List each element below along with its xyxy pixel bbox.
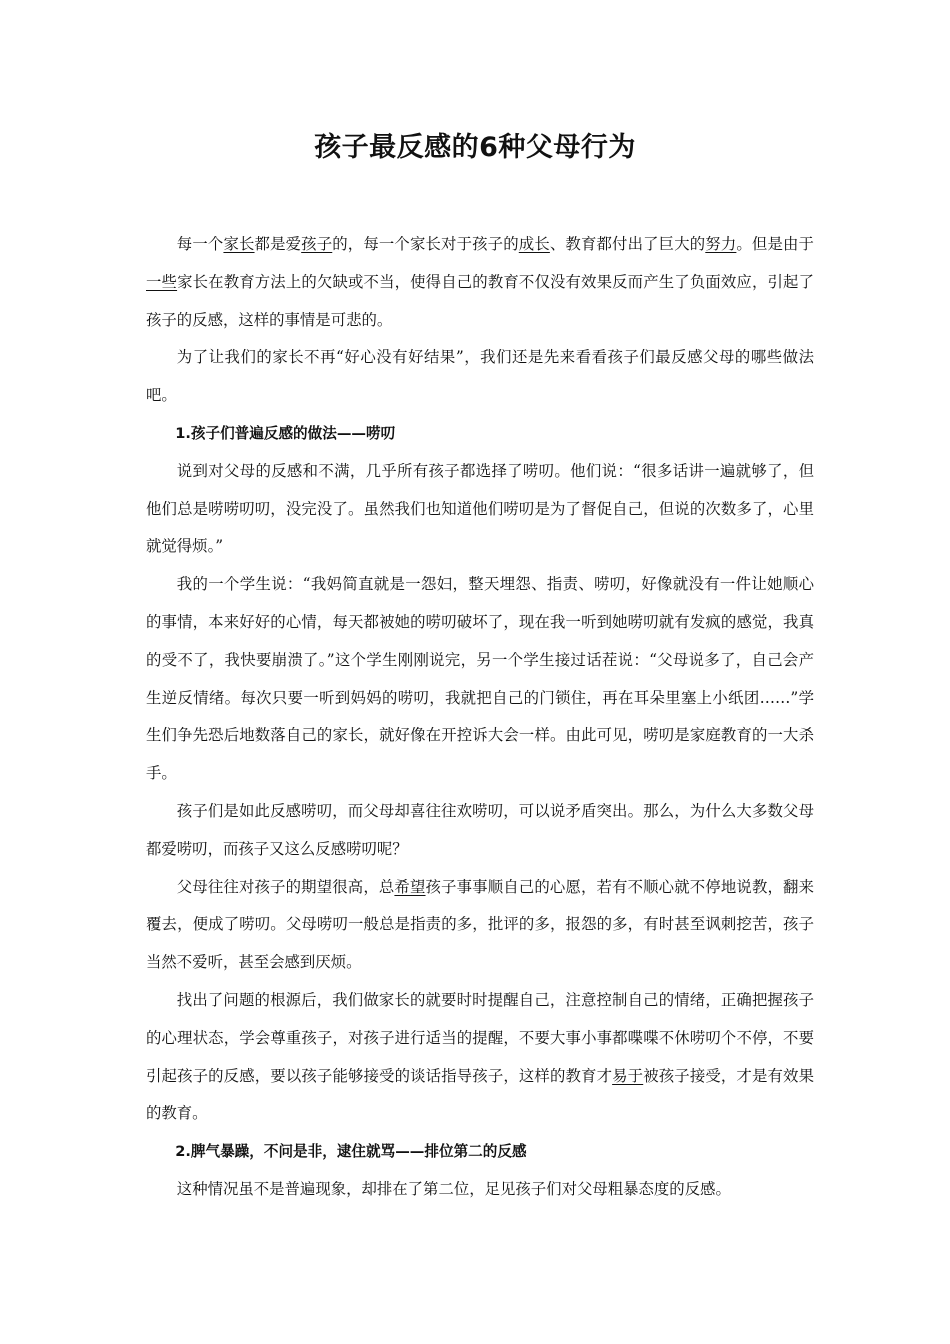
link-yixie[interactable]: 一些 <box>146 272 178 291</box>
text-run: 、教育都付出了巨大的 <box>549 235 706 253</box>
text-run: 被孩子接受，才是有效果的教育。 <box>146 1066 814 1123</box>
text-run: 父母往往对孩子的期望很高，总 <box>176 877 395 896</box>
text-run: 。但是由于 <box>736 235 814 253</box>
paragraph-intro <box>146 226 814 339</box>
text-run: 孩子事事顺自己的心愿，若有不顺心就不停地说教，翻来覆去，便成了唠叨。父母唠叨一般总是指责的多，批评的多，报怨的多，有时甚至讽刺挖苦，孩子当然不爱听，甚至会感到厌烦。 <box>146 877 814 972</box>
text-run: 家长在教育方法上的欠缺或不当，使得自己的教育不仅没有效果反而产生了负面效应，引起了孩子的反感，这样的事情是可悲的。 <box>146 272 814 329</box>
section-heading-1: 1.孩子们普遍反感的做法——唠叨 <box>175 424 396 442</box>
paragraph-4: 我的一个学生说：“我妈简直就是一怨妇，整天埋怨、指责、唠叨，好像就没有一件让她顺心的事情，本来好好的心情，每天都被她的唠叨破坏了，现在我一听到她唠叨就有发疯的感觉，我真的受不了，我快要崩溃了。”这个学生刚刚说完，另一个学生接过话茬说：“父母说多了，自己会产生逆反情绪。每次只要一听到妈妈的唠叨，我就把自己的门锁住，再在耳朵里塞上小纸团……”学生们争先恐后地数落自己的家长，就好像在开控诉大会一样。由此可见，唠叨是家庭教育的一大杀手。 <box>146 575 814 783</box>
document-title: 孩子最反感的6种父母行为 <box>314 132 636 163</box>
section-heading-2: 2.脾气暴躁，不问是非，逮住就骂——排位第二的反感 <box>175 1143 527 1161</box>
text-run: 每一个 <box>176 235 224 253</box>
text-run: 都是爱 <box>254 235 302 253</box>
paragraph-2: 为了让我们的家长不再“好心没有好结果”，我们还是先来看看孩子们最反感父母的哪些做法吧。 <box>146 348 814 405</box>
link-nuli[interactable]: 努力 <box>705 235 737 253</box>
paragraph-8: 这种情况虽不是普遍现象，却排在了第二位，足见孩子们对父母粗暴态度的反感。 <box>176 1179 731 1198</box>
link-yiyu[interactable]: 易于 <box>612 1066 644 1085</box>
link-haizi[interactable]: 孩子 <box>301 235 333 253</box>
paragraph-6 <box>146 869 814 982</box>
paragraph-7 <box>146 982 814 1133</box>
paragraph-3: 说到对父母的反感和不满，几乎所有孩子都选择了唠叨。他们说：“很多话讲一遍就够了，但他们总是唠唠叨叨，没完没了。虽然我们也知道他们唠叨是为了督促自己，但说的次数多了，心里就觉得烦。” <box>146 461 814 556</box>
link-xiwang[interactable]: 希望 <box>394 877 426 896</box>
document-body <box>146 226 814 1209</box>
text-run: 找出了问题的根源后，我们做家长的就要时时提醒自己，注意控制自己的情绪，正确把握孩子的心理状态，学会尊重孩子，对孩子进行适当的提醒，不要大事小事都喋喋不休唠叨个不停，不要引起孩子的反感，要以孩子能够接受的谈话指导孩子，这样的教育才 <box>146 990 814 1085</box>
link-chengzhang[interactable]: 成长 <box>518 235 550 253</box>
text-run: 的，每一个家长对于孩子的 <box>332 235 519 253</box>
link-jiazhang[interactable]: 家长 <box>223 235 255 253</box>
paragraph-5: 孩子们是如此反感唠叨，而父母却喜往往欢唠叨，可以说矛盾突出。那么，为什么大多数父母都爱唠叨，而孩子又这么反感唠叨呢？ <box>146 801 814 858</box>
